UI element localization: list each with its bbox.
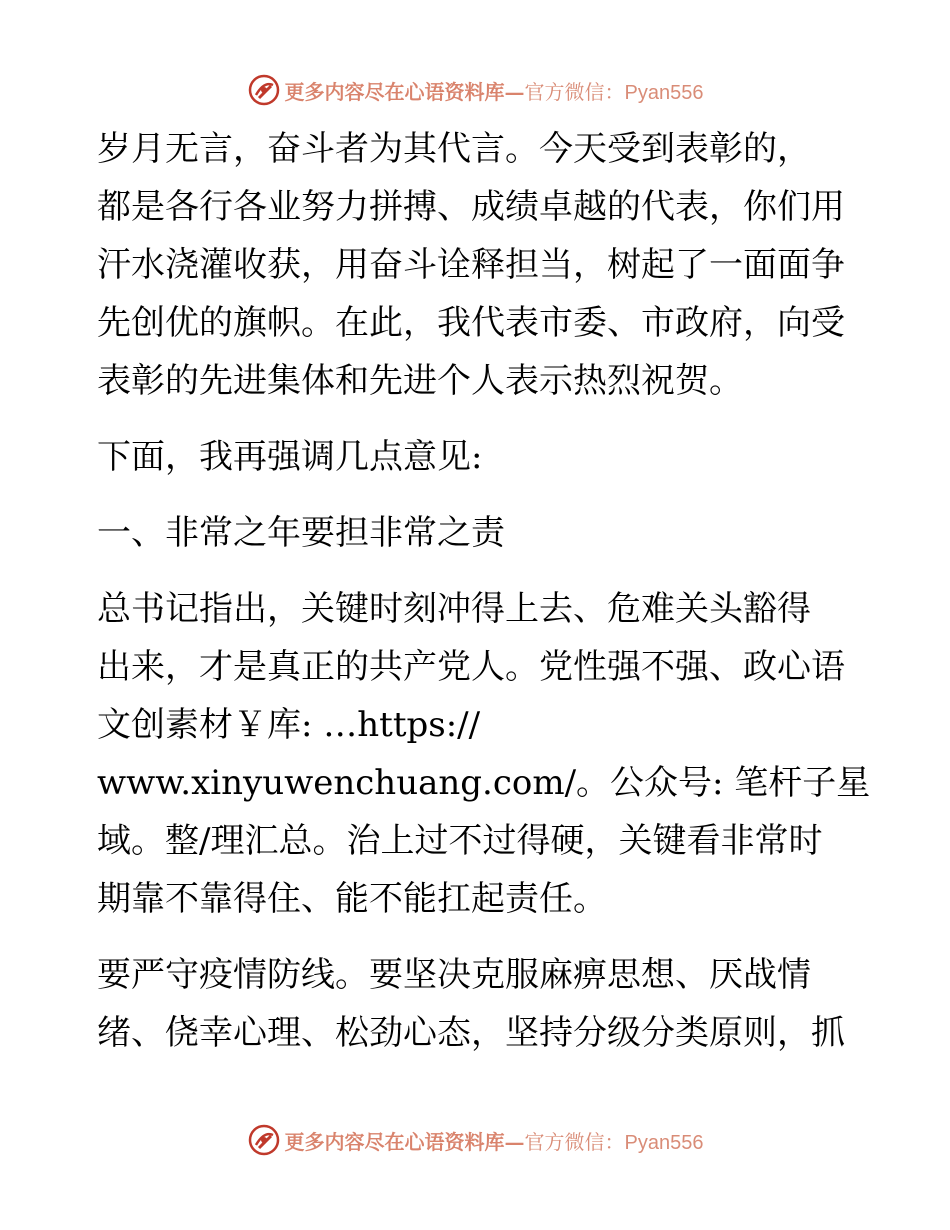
watermark-text-primary: 更多内容尽在心语资料库— — [284, 1129, 525, 1154]
paragraph-3 — [97, 580, 871, 928]
watermark-text-wechat: 官方微信：Pyan556 — [524, 1131, 704, 1154]
text-line: 要严守疫情防线。要坚决克服麻痹思想、厌战情 — [97, 955, 811, 995]
text-line: 下面，我再强调几点意见: — [97, 437, 483, 477]
watermark-text-wechat: 官方微信：Pyan556 — [524, 81, 704, 104]
text-line: 一、非常之年要担非常之责 — [97, 513, 505, 553]
text-line: 出来，才是真正的共产党人。党性强不强、政心语 — [97, 647, 845, 687]
text-line: 先创优的旗帜。在此，我代表市委、市政府，向受 — [97, 303, 845, 343]
text-line: 表彰的先进集体和先进个人表示热烈祝贺。 — [97, 361, 743, 401]
text-line: 总书记指出，关键时刻冲得上去、危难关头豁得 — [97, 589, 811, 629]
text-line: 岁月无言，奋斗者为其代言。今天受到表彰的， — [97, 129, 811, 169]
section-heading — [97, 504, 857, 562]
document-body — [97, 120, 871, 1080]
paragraph-2 — [97, 428, 857, 486]
watermark-text-primary: 更多内容尽在心语资料库— — [284, 79, 525, 104]
paragraph-4 — [97, 946, 857, 1062]
logo-icon — [247, 73, 281, 107]
text-line: 域。整/理汇总。治上过不过得硬，关键看非常时 — [97, 821, 823, 861]
paragraph-1 — [97, 120, 857, 410]
text-line: 期靠不靠得住、能不能扛起责任。 — [97, 879, 607, 919]
text-line: 都是各行各业努力拼搏、成绩卓越的代表，你们用 — [97, 187, 845, 227]
text-line: 文创素材￥库: …https:// — [97, 705, 481, 745]
logo-icon — [247, 1123, 281, 1157]
text-line: www.xinyuwenchuang.com/。公众号: 笔杆子星 — [97, 763, 871, 803]
text-line: 绪、侥幸心理、松劲心态，坚持分级分类原则，抓 — [97, 1013, 845, 1053]
text-line: 汗水浇灌收获，用奋斗诠释担当，树起了一面面争 — [97, 245, 845, 285]
header-watermark — [0, 70, 950, 110]
footer-watermark — [0, 1120, 950, 1160]
